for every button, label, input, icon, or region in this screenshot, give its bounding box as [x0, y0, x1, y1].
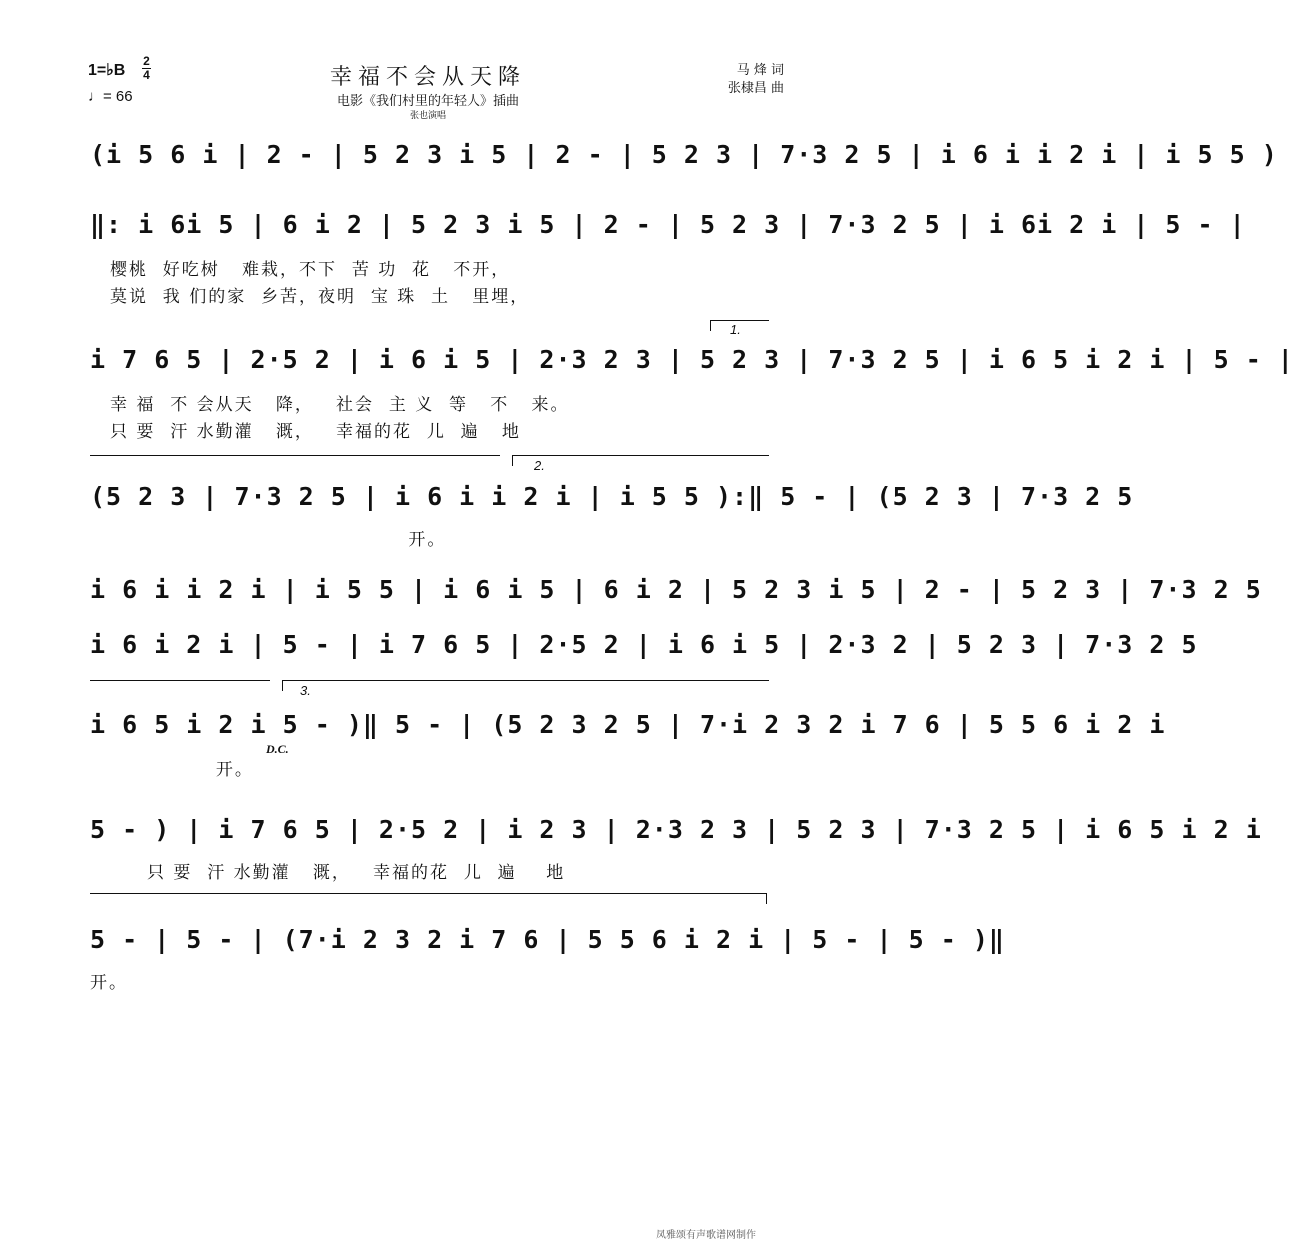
score-line-6: i 6 i 2 i | 5 - | i 7 6 5 | 2·5 2 | i 6 i 5 | 2·3 2 | 5 2 3 | 7·3 2 5	[90, 630, 1198, 659]
singer-credit: 张也演唱	[409, 111, 446, 121]
lyric-line-8: 只 要 汗 水勤灌 溉， 幸福的花 儿 遍 地	[110, 863, 566, 883]
volta-label-3: 3.	[300, 683, 311, 698]
lyricist: 马 烽 词	[736, 63, 784, 78]
volta-bracket-2	[512, 455, 769, 466]
tempo-marking: ♩= 66	[88, 88, 133, 105]
volta-bracket-3	[282, 680, 769, 691]
lyric-line-2-verse-1: 樱桃 好吃树 难栽，不下 苦 功 花 不开，	[110, 260, 511, 280]
time-signature: 2 4	[143, 54, 150, 82]
lyric-line-3-verse-1: 幸 福 不 会从天 降， 社会 主 义 等 不 来。	[110, 395, 570, 415]
score-line-3: i 7 6 5 | 2·5 2 | i 6 i 5 | 2·3 2 3 | 5 2 3 | 7·3 2 5 | i 6 5 i 2 i | 5 - |	[90, 345, 1294, 374]
score-line-7: i 6 5 i 2 i 5 - )‖ 5 - | (5 2 3 2 5 | 7·i 2 3 2 i 7 6 | 5 5 6 i 2 i	[90, 710, 1166, 739]
score-line-1: (i 5 6 i | 2 - | 5 2 3 i 5 | 2 - | 5 2 3 | 7·3 2 5 | i 6 i i 2 i | i 5 5 )	[90, 140, 1278, 169]
score-line-5: i 6 i i 2 i | i 5 5 | i 6 i 5 | 6 i 2 | 5 2 3 i 5 | 2 - | 5 2 3 | 7·3 2 5	[90, 575, 1262, 604]
key-signature: 1=♭B	[88, 62, 126, 79]
composer: 张棣昌 曲	[727, 81, 784, 96]
lyric-line-4: 开。	[90, 530, 447, 550]
score-line-2: ‖: i 6i 5 | 6 i 2 | 5 2 3 i 5 | 2 - | 5 2 3 | 7·3 2 5 | i 6i 2 i | 5 - |	[90, 210, 1246, 239]
lyric-line-7: 开。	[90, 760, 254, 780]
lyric-line-2-verse-2: 莫说 我 们的家 乡苦，夜明 宝 珠 土 里埋，	[110, 287, 530, 307]
volta-bracket-1-continued	[90, 455, 500, 456]
volta-bracket-2-continued	[90, 680, 270, 681]
volta-label-1: 1.	[730, 322, 741, 337]
footer-credit: 凤雅颂有声歌谱网制作	[656, 1230, 756, 1241]
lyric-line-9: 开。	[90, 973, 128, 993]
score-line-4: (5 2 3 | 7·3 2 5 | i 6 i i 2 i | i 5 5 ):‖ 5 - | (5 2 3 | 7·3 2 5	[90, 482, 1134, 511]
score-line-8: 5 - ) | i 7 6 5 | 2·5 2 | i 2 3 | 2·3 2 3 | 5 2 3 | 7·3 2 5 | i 6 5 i 2 i	[90, 815, 1262, 844]
credits	[728, 62, 784, 98]
dc-marking: D.C.	[266, 742, 289, 756]
song-subtitle: 电影《我们村里的年轻人》插曲	[336, 94, 519, 109]
lyric-line-3-verse-2: 只 要 汗 水勤灌 溉， 幸福的花 儿 遍 地	[110, 422, 521, 442]
volta-label-2: 2.	[534, 458, 545, 473]
score-line-9: 5 - | 5 - | (7·i 2 3 2 i 7 6 | 5 5 6 i 2 i | 5 - | 5 - )‖	[90, 925, 1005, 954]
volta-bracket-3-continued	[90, 893, 767, 904]
song-title: 幸福不会从天降	[329, 65, 526, 90]
